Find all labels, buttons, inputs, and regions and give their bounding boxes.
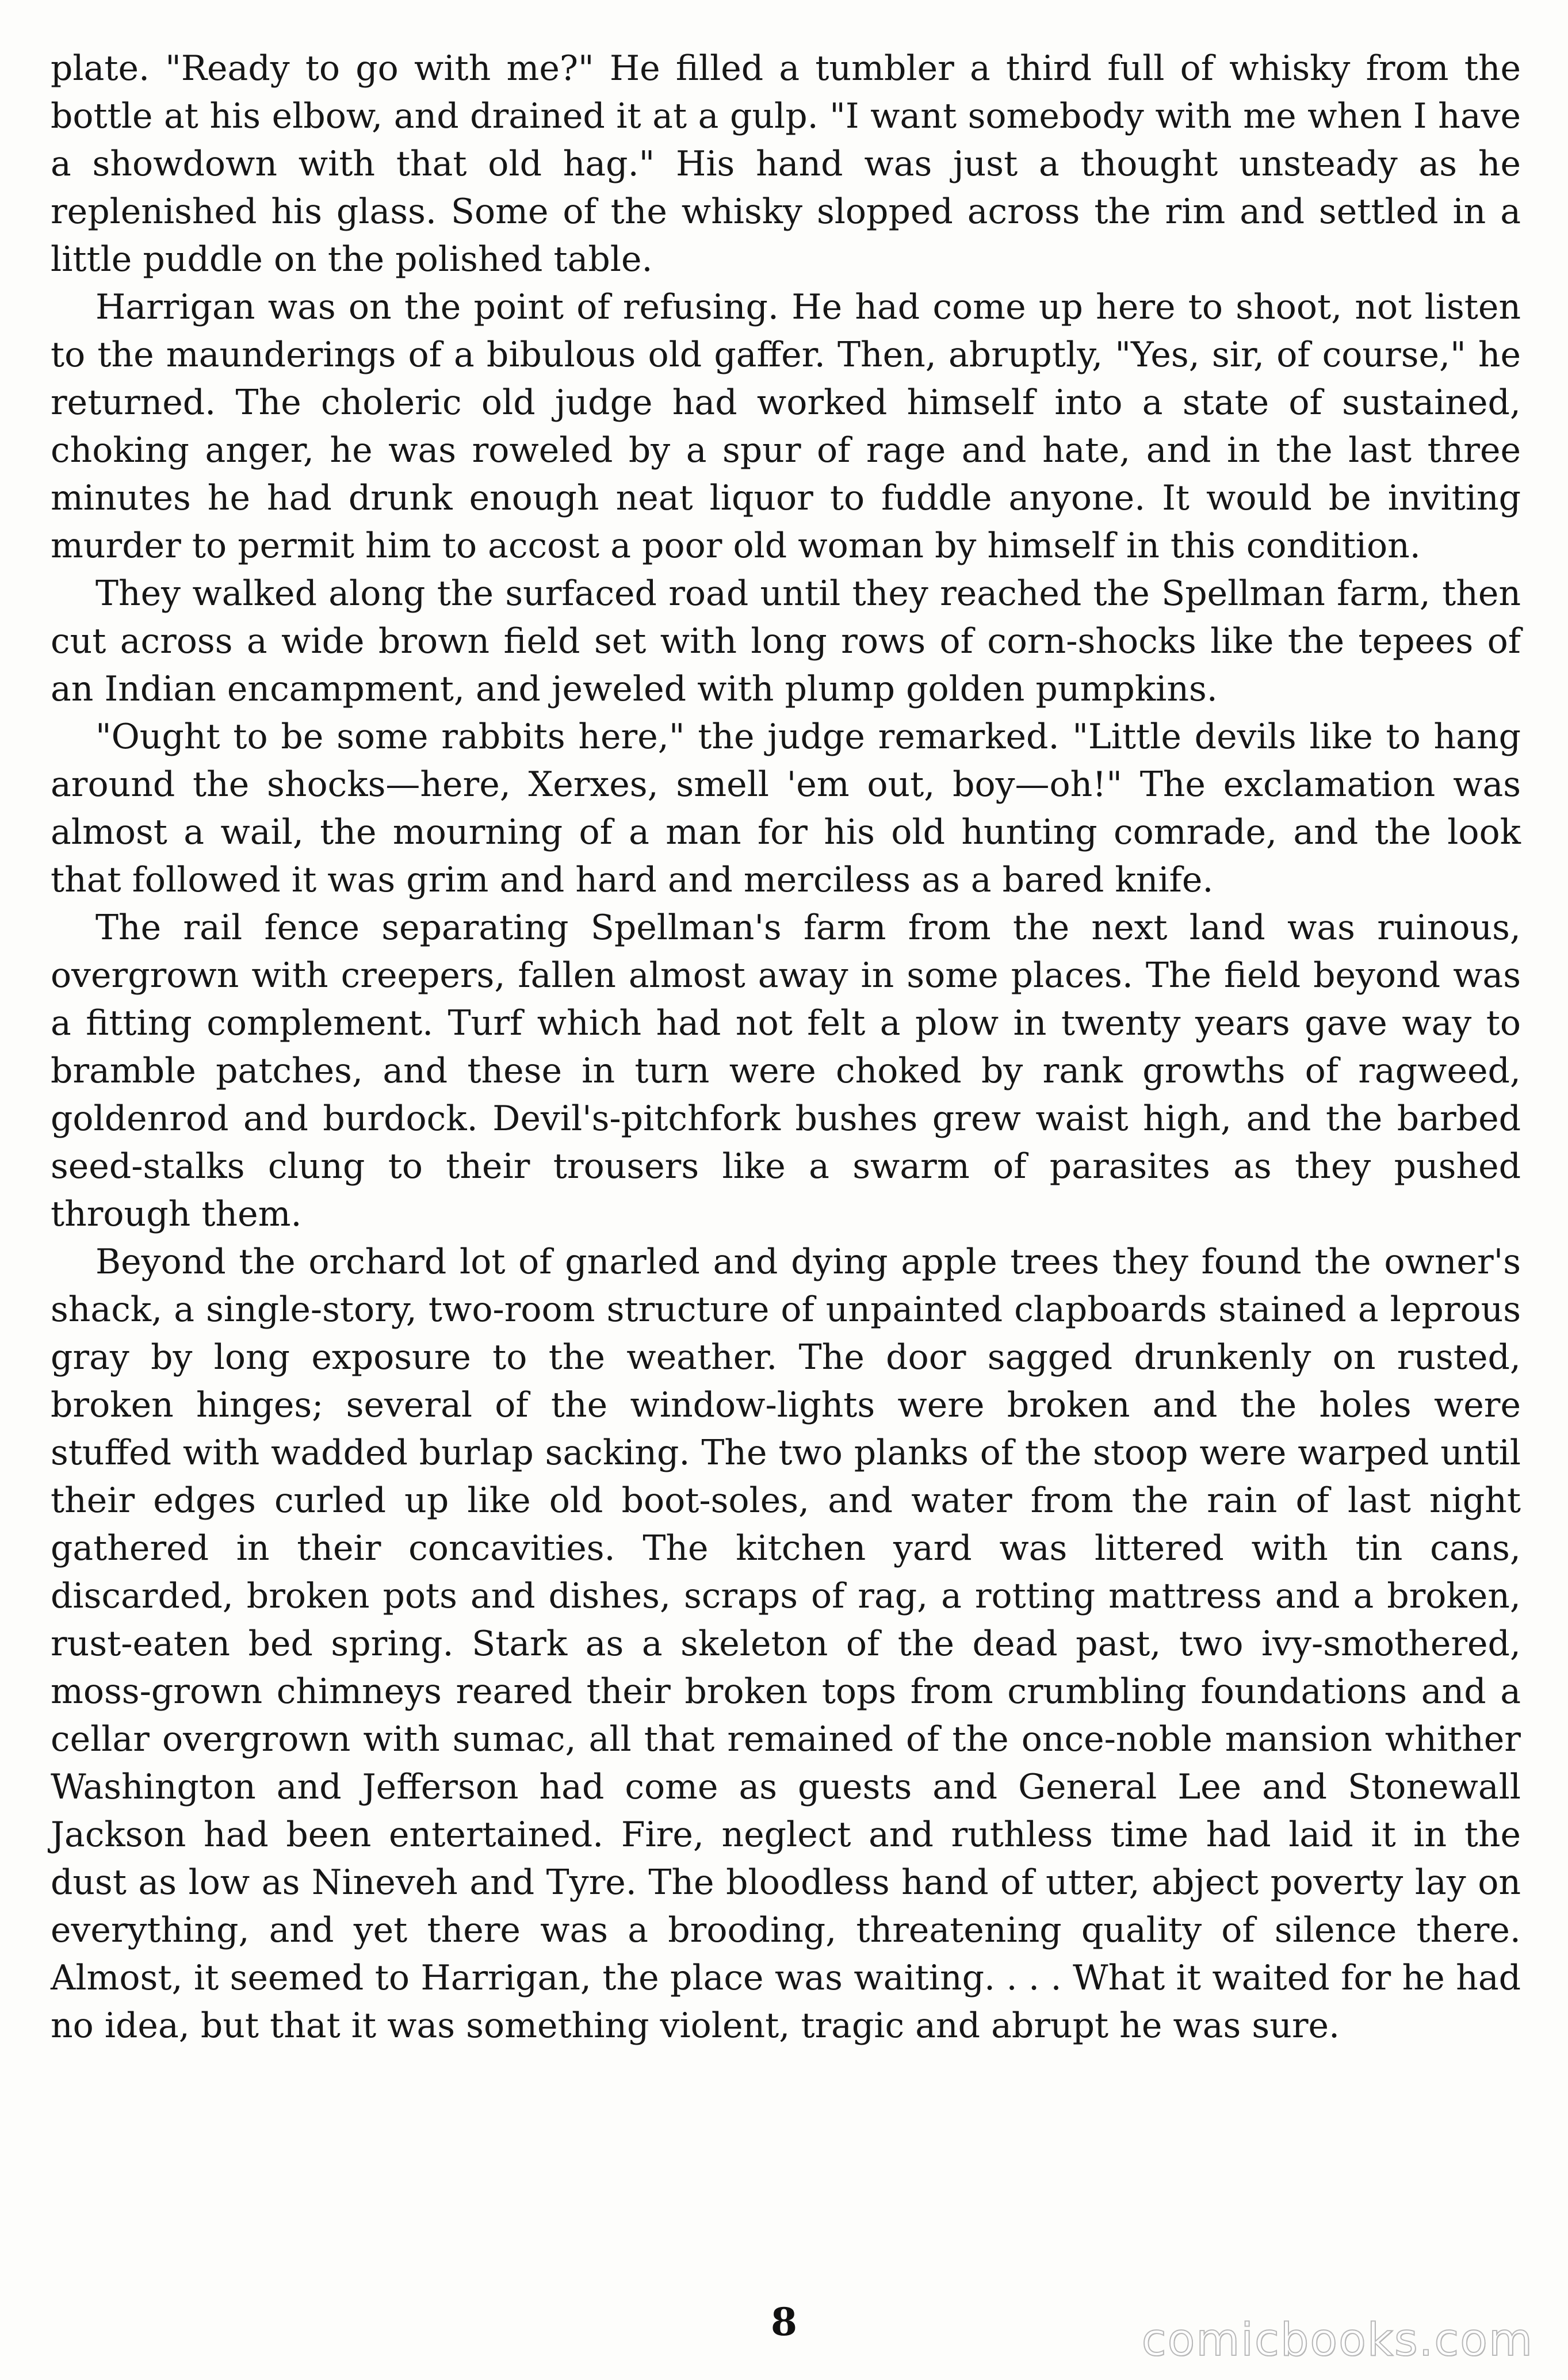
story-text <box>51 45 1521 2050</box>
paragraph-2: Harrigan was on the point of refusing. He had come up here to shoot, not listen to the maunderings of a bibulous old gaffer. Then, abruptly, "Yes, sir, of course," he returned. The choleric old judge had worked himself into a state of sustained, choking anger, he was roweled by a spur of rage and hate, and in the last three minutes he had drunk enough neat liquor to fuddle anyone. It would be inviting murder to permit him to accost a poor old woman by himself in this condition. <box>51 287 1521 566</box>
paragraph-3: They walked along the surfaced road until they reached the Spellman farm, then cut across a wide brown field set with long rows of corn-shocks like the tepees of an Indian encampment, and jeweled with plump golden pumpkins. <box>51 573 1521 709</box>
paragraph-1: plate. "Ready to go with me?" He filled a tumbler a third full of whisky from the bottle at his elbow, and drained it at a gulp. "I want somebody with me when I have a showdown with that old hag." His hand was just a thought unsteady as he replenished his glass. Some of the whisky slopped across the rim and settled in a little puddle on the polished table. <box>51 48 1521 280</box>
paragraph-6: Beyond the orchard lot of gnarled and dying apple trees they found the owner's shack, a single-story, two-room structure of unpainted clapboards stained a leprous gray by long exposure to the weather. The door sagged drunkenly on rusted, broken hinges; several of the window-lights were broken and the holes were stuffed with wadded burlap sacking. The two planks of the stoop were warped until their edges curled up like old boot-soles, and water from the rain of last night gathered in their concavities. The kitchen yard was littered with tin cans, discarded, broken pots and dishes, scraps of rag, a rotting mattress and a broken, rust-eaten bed spring. Stark as a skeleton of the dead past, two ivy-smothered, moss-grown chimneys reared their broken tops from crumbling foundations and a cellar overgrown with sumac, all that remained of the once-noble mansion whither Washington and Jefferson had come as guests and General Lee and Stonewall Jackson had been entertained. Fire, neglect and ruthless time had laid it in the dust as low as Nineveh and Tyre. The bloodless hand of utter, abject poverty lay on everything, and yet there was a brooding, threatening quality of silence there. Almost, it seemed to Harrigan, the place was waiting. . . . What it waited for he had no idea, but that it was something violent, tragic and abrupt he was sure. <box>51 1242 1521 2046</box>
paragraph-4: "Ought to be some rabbits here," the judge remarked. "Little devils like to hang around the shocks—here, Xerxes, smell 'em out, boy—oh!" The exclamation was almost a wail, the mourning of a man for his old hunting comrade, and the look that followed it was grim and hard and merciless as a bared knife. <box>51 717 1521 900</box>
page-number: 8 <box>771 2299 797 2344</box>
paragraph-5: The rail fence separating Spellman's farm from the next land was ruinous, overgrown with creepers, fallen almost away in some places. The field beyond was a fitting complement. Turf which had not felt a plow in twenty years gave way to bramble patches, and these in turn were choked by rank growths of ragweed, goldenrod and burdock. Devil's-pitchfork bushes grew waist high, and the barbed seed-stalks clung to their trousers like a swarm of parasites as they pushed through them. <box>51 908 1521 1234</box>
watermark: comicbooks.com <box>1141 2314 1533 2366</box>
